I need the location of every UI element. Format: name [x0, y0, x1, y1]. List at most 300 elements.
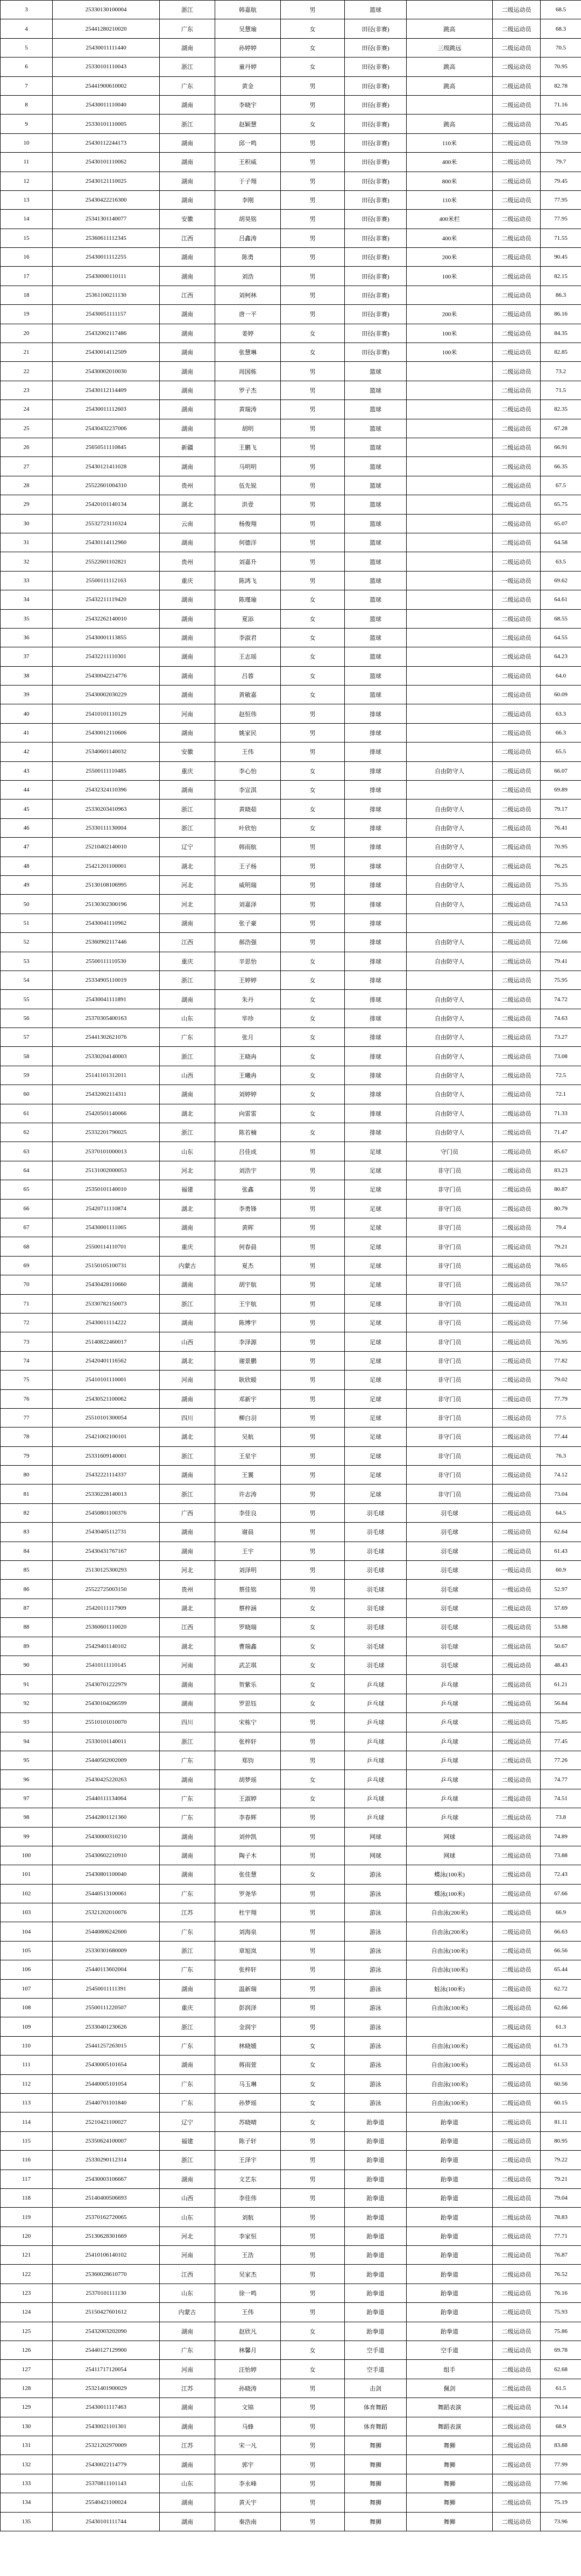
row-number-cell: 70 [1, 1275, 53, 1294]
exam-id-cell: 25370101111130 [53, 2284, 160, 2302]
score-cell: 61.43 [541, 1542, 581, 1560]
sport-cell: 乒乓球 [345, 1675, 407, 1694]
row-number-cell: 81 [1, 1485, 53, 1503]
exam-id-cell: 25440701101840 [53, 2093, 160, 2112]
sport-cell: 田径(非赛) [345, 190, 407, 209]
sport-cell: 跆拳道 [345, 2284, 407, 2302]
exam-id-cell: 25510101300054 [53, 1408, 160, 1427]
exam-id-cell: 25420111117909 [53, 1599, 160, 1617]
student-name-cell: 林晓媛 [215, 2036, 281, 2055]
exam-id-cell: 25330130100004 [53, 1, 160, 19]
score-cell: 82.35 [541, 400, 581, 419]
score-cell: 79.02 [541, 1371, 581, 1389]
event-cell: 100米 [407, 267, 493, 286]
table-row [1, 1618, 581, 1637]
exam-id-cell: 25440513100061 [53, 1884, 160, 1903]
event-cell: 自由防守人 [407, 818, 493, 837]
province-cell: 贵州 [160, 1580, 215, 1599]
score-cell: 69.62 [541, 571, 581, 590]
event-cell: 乒乓球 [407, 1694, 493, 1712]
athlete-level-cell: 二级运动员 [493, 2455, 541, 2474]
athlete-level-cell: 二级运动员 [493, 1865, 541, 1884]
student-name-cell: 黄金 [215, 76, 281, 95]
gender-cell: 女 [281, 1047, 345, 1066]
score-cell: 76.41 [541, 818, 581, 837]
province-cell: 辽宁 [160, 838, 215, 857]
score-cell: 80.95 [541, 2131, 581, 2150]
gender-cell: 女 [281, 971, 345, 989]
student-name-cell: 胡宇航 [215, 1275, 281, 1294]
row-number-cell: 115 [1, 2131, 53, 2150]
table-row [1, 38, 581, 57]
exam-id-cell: 25440005101054 [53, 2074, 160, 2093]
gender-cell: 女 [281, 2036, 345, 2055]
sport-cell: 游泳 [345, 1922, 407, 1941]
athlete-level-cell: 二级运动员 [493, 58, 541, 76]
table-row [1, 1466, 581, 1485]
province-cell: 广东 [160, 2341, 215, 2360]
table-row [1, 2455, 581, 2474]
event-cell [407, 495, 493, 514]
student-name-cell: 林馨月 [215, 2341, 281, 2360]
sport-cell: 篮球 [345, 476, 407, 495]
student-name-cell: 王伟 [215, 2303, 281, 2322]
province-cell: 湖南 [160, 1389, 215, 1408]
table-row [1, 305, 581, 324]
sport-cell: 篮球 [345, 419, 407, 438]
event-cell [407, 1, 493, 19]
exam-id-cell: 25432324110396 [53, 781, 160, 800]
province-cell: 湖南 [160, 1466, 215, 1485]
gender-cell: 女 [281, 952, 345, 971]
row-number-cell: 7 [1, 76, 53, 95]
row-number-cell: 127 [1, 2360, 53, 2379]
event-cell [407, 628, 493, 647]
student-name-cell: 罗子杰 [215, 381, 281, 399]
event-cell: 羽毛球 [407, 1523, 493, 1542]
table-row [1, 704, 581, 723]
athlete-level-cell: 二级运动员 [493, 210, 541, 229]
province-cell: 广东 [160, 76, 215, 95]
row-number-cell: 131 [1, 2436, 53, 2455]
score-cell: 75.85 [541, 1713, 581, 1732]
exam-id-cell: 25440113602004 [53, 1960, 160, 1979]
athlete-level-cell: 二级运动员 [493, 1808, 541, 1827]
event-cell: 羽毛球 [407, 1542, 493, 1560]
student-name-cell: 刘婷婷 [215, 1085, 281, 1104]
student-name-cell: 李心怡 [215, 761, 281, 780]
event-cell: 蛙泳(100米) [407, 1979, 493, 1998]
sport-cell: 游泳 [345, 2074, 407, 2093]
score-cell: 62.66 [541, 1999, 581, 2017]
event-cell: 网球 [407, 1846, 493, 1865]
gender-cell: 女 [281, 990, 345, 1009]
athlete-level-cell: 二级运动员 [493, 1789, 541, 1808]
student-name-cell: 苏晓晴 [215, 2113, 281, 2131]
athlete-level-cell: 二级运动员 [493, 1237, 541, 1256]
score-cell: 68.55 [541, 609, 581, 628]
exam-id-cell: 25420401116562 [53, 1351, 160, 1370]
score-cell: 60.09 [541, 686, 581, 704]
gender-cell: 男 [281, 1922, 345, 1941]
row-number-cell: 11 [1, 153, 53, 172]
athlete-level-cell: 二级运动员 [493, 95, 541, 114]
athlete-level-cell: 二级运动员 [493, 2093, 541, 2112]
athlete-level-cell: 二级运动员 [493, 2113, 541, 2131]
student-name-cell: 刘浩宇 [215, 1161, 281, 1180]
sport-cell: 乒乓球 [345, 1789, 407, 1808]
gender-cell: 男 [281, 400, 345, 419]
sport-cell: 篮球 [345, 590, 407, 609]
event-cell: 200米 [407, 248, 493, 267]
exam-id-cell: 25210421100027 [53, 2113, 160, 2131]
table-row [1, 1123, 581, 1142]
sport-cell: 游泳 [345, 1865, 407, 1884]
student-name-cell: 刘柯林 [215, 286, 281, 304]
student-name-cell: 刘嘉升 [215, 552, 281, 571]
exam-id-cell: 25430002010030 [53, 362, 160, 381]
province-cell: 湖南 [160, 2512, 215, 2531]
score-cell: 79.7 [541, 153, 581, 172]
row-number-cell: 60 [1, 1085, 53, 1104]
student-name-cell: 蒋雨萱 [215, 2056, 281, 2074]
event-cell: 自由防守人 [407, 857, 493, 875]
sport-cell: 排球 [345, 914, 407, 932]
athlete-level-cell: 二级运动员 [493, 1104, 541, 1123]
province-cell: 湖南 [160, 990, 215, 1009]
gender-cell: 女 [281, 115, 345, 133]
table-row [1, 1047, 581, 1066]
gender-cell: 女 [281, 2056, 345, 2074]
score-cell: 85.67 [541, 1142, 581, 1161]
sport-cell: 排球 [345, 723, 407, 742]
score-cell: 75.86 [541, 2322, 581, 2340]
student-name-cell: 李宣淇 [215, 781, 281, 800]
event-cell [407, 552, 493, 571]
athlete-level-cell: 二级运动员 [493, 286, 541, 304]
row-number-cell: 93 [1, 1713, 53, 1732]
gender-cell: 男 [281, 210, 345, 229]
athlete-level-cell: 二级运动员 [493, 1503, 541, 1522]
province-cell: 湖南 [160, 38, 215, 57]
gender-cell: 男 [281, 533, 345, 552]
exam-id-cell: 25430428110660 [53, 1275, 160, 1294]
score-cell: 72.5 [541, 1066, 581, 1084]
score-cell: 66.56 [541, 1941, 581, 1960]
athlete-level-cell: 二级运动员 [493, 2151, 541, 2170]
row-number-cell: 77 [1, 1408, 53, 1427]
row-number-cell: 53 [1, 952, 53, 971]
event-cell: 舞狮 [407, 2512, 493, 2531]
sport-cell: 足球 [345, 1332, 407, 1351]
exam-id-cell: 25432211119420 [53, 590, 160, 609]
table-row [1, 1485, 581, 1503]
student-name-cell: 李春辉 [215, 1808, 281, 1827]
student-name-cell: 叶欣怡 [215, 818, 281, 837]
gender-cell: 男 [281, 1466, 345, 1485]
student-name-cell: 武芷琪 [215, 1656, 281, 1674]
athlete-level-cell: 二级运动员 [493, 971, 541, 989]
athlete-level-cell: 二级运动员 [493, 305, 541, 324]
row-number-cell: 26 [1, 438, 53, 456]
athlete-level-cell: 二级运动员 [493, 2265, 541, 2284]
exam-id-cell: 25370811101143 [53, 2474, 160, 2493]
athlete-level-cell: 二级运动员 [493, 457, 541, 476]
student-name-cell: 陈瑾瑜 [215, 590, 281, 609]
exam-id-cell: 25441302621076 [53, 1028, 160, 1047]
province-cell: 福建 [160, 2131, 215, 2150]
sport-cell: 体育舞蹈 [345, 2398, 407, 2417]
event-cell: 非守门员 [407, 1294, 493, 1313]
province-cell: 广东 [160, 1751, 215, 1769]
sport-cell: 排球 [345, 838, 407, 857]
event-cell: 自由防守人 [407, 1028, 493, 1047]
student-name-cell: 孙晓涛 [215, 2379, 281, 2397]
gender-cell: 男 [281, 895, 345, 914]
exam-id-cell: 25430521100062 [53, 1389, 160, 1408]
exam-id-cell: 25330401230626 [53, 2017, 160, 2036]
student-name-cell: 邱一鸣 [215, 133, 281, 152]
sport-cell: 篮球 [345, 686, 407, 704]
exam-id-cell: 25370101000013 [53, 1142, 160, 1161]
province-cell: 贵州 [160, 552, 215, 571]
table-row [1, 1351, 581, 1370]
score-cell: 77.26 [541, 1751, 581, 1769]
event-cell: 自由泳(100米) [407, 2074, 493, 2093]
table-row [1, 1371, 581, 1389]
sport-cell: 跆拳道 [345, 2170, 407, 2188]
province-cell: 广东 [160, 2093, 215, 2112]
score-cell: 76.25 [541, 857, 581, 875]
score-cell: 79.21 [541, 2170, 581, 2188]
score-cell: 73.27 [541, 1028, 581, 1047]
table-row [1, 1218, 581, 1237]
student-name-cell: 罗尧华 [215, 1884, 281, 1903]
event-cell: 非守门员 [407, 1446, 493, 1465]
row-number-cell: 109 [1, 2017, 53, 2036]
sport-cell: 排球 [345, 781, 407, 800]
athlete-level-cell: 二级运动员 [493, 1694, 541, 1712]
table-row [1, 153, 581, 172]
student-name-cell: 黄晖 [215, 1218, 281, 1237]
student-name-cell: 李刚 [215, 190, 281, 209]
gender-cell: 男 [281, 1542, 345, 1560]
table-row [1, 2036, 581, 2055]
table-row [1, 933, 581, 952]
exam-id-cell: 25500111220507 [53, 1999, 160, 2017]
row-number-cell: 28 [1, 476, 53, 495]
row-number-cell: 45 [1, 800, 53, 818]
row-number-cell: 114 [1, 2113, 53, 2131]
sport-cell: 跆拳道 [345, 2322, 407, 2340]
student-name-cell: 李永峰 [215, 2474, 281, 2493]
gender-cell: 女 [281, 1009, 345, 1027]
student-name-cell: 陈鸿飞 [215, 571, 281, 590]
score-cell: 84.35 [541, 324, 581, 342]
row-number-cell: 102 [1, 1884, 53, 1903]
event-cell: 非守门员 [407, 1428, 493, 1446]
table-row [1, 1, 581, 19]
student-name-cell: 张佳慧 [215, 1865, 281, 1884]
event-cell: 跆拳道 [407, 2188, 493, 2207]
event-cell: 非守门员 [407, 1199, 493, 1218]
score-cell: 76.87 [541, 2246, 581, 2265]
table-row [1, 1028, 581, 1047]
sport-cell: 足球 [345, 1237, 407, 1256]
table-row [1, 1960, 581, 1979]
gender-cell: 男 [281, 1180, 345, 1199]
gender-cell: 男 [281, 2474, 345, 2493]
athlete-level-cell: 二级运动员 [493, 990, 541, 1009]
student-name-cell: 孙婷婷 [215, 38, 281, 57]
event-cell: 跳高 [407, 19, 493, 38]
score-cell: 78.65 [541, 1256, 581, 1275]
event-cell: 400米栏 [407, 210, 493, 229]
sport-cell: 游泳 [345, 2093, 407, 2112]
exam-id-cell: 25361100211130 [53, 286, 160, 304]
province-cell: 江西 [160, 286, 215, 304]
row-number-cell: 106 [1, 1960, 53, 1979]
province-cell: 浙江 [160, 800, 215, 818]
student-name-cell: 王宇航 [215, 1294, 281, 1313]
gender-cell: 女 [281, 1028, 345, 1047]
exam-id-cell: 25421002100101 [53, 1428, 160, 1446]
athlete-level-cell: 二级运动员 [493, 400, 541, 419]
exam-id-cell: 25420101140134 [53, 495, 160, 514]
score-cell: 69.89 [541, 781, 581, 800]
province-cell: 贵州 [160, 476, 215, 495]
exam-id-cell: 25410101110129 [53, 704, 160, 723]
exam-id-cell: 25440127129900 [53, 2341, 160, 2360]
row-number-cell: 48 [1, 857, 53, 875]
exam-id-cell: 25321401900029 [53, 2379, 160, 2397]
table-row [1, 895, 581, 914]
sport-cell: 足球 [345, 1408, 407, 1427]
student-name-cell: 罗晓瑞 [215, 1618, 281, 1637]
exam-id-cell: 25441900610002 [53, 76, 160, 95]
province-cell: 浙江 [160, 971, 215, 989]
student-name-cell: 朱丹 [215, 990, 281, 1009]
athlete-level-cell: 二级运动员 [493, 1846, 541, 1865]
table-row [1, 1180, 581, 1199]
table-row [1, 2208, 581, 2227]
exam-id-cell: 25522601004310 [53, 476, 160, 495]
exam-id-cell: 25131002000053 [53, 1161, 160, 1180]
sport-cell: 体育舞蹈 [345, 2417, 407, 2436]
table-row [1, 1656, 581, 1674]
exam-id-cell: 25430801100040 [53, 1865, 160, 1884]
exam-id-cell: 25370162720065 [53, 2208, 160, 2227]
score-cell: 79.04 [541, 2188, 581, 2207]
event-cell [407, 476, 493, 495]
province-cell: 福建 [160, 1180, 215, 1199]
athlete-level-cell: 二级运动员 [493, 2074, 541, 2093]
table-row [1, 1389, 581, 1408]
exam-id-cell: 25340601140032 [53, 743, 160, 761]
row-number-cell: 34 [1, 590, 53, 609]
exam-id-cell: 25430101111744 [53, 2512, 160, 2531]
exam-id-cell: 25430422216300 [53, 190, 160, 209]
row-number-cell: 55 [1, 990, 53, 1009]
table-row [1, 2131, 581, 2150]
score-cell: 62.68 [541, 2360, 581, 2379]
province-cell: 广东 [160, 2036, 215, 2055]
sport-cell: 篮球 [345, 381, 407, 399]
gender-cell: 女 [281, 590, 345, 609]
sport-cell: 排球 [345, 857, 407, 875]
exam-id-cell: 25510101010070 [53, 1713, 160, 1732]
event-cell [407, 438, 493, 456]
event-cell [407, 781, 493, 800]
score-cell: 73.08 [541, 1047, 581, 1066]
gender-cell: 男 [281, 838, 345, 857]
exam-id-cell: 25500111110485 [53, 761, 160, 780]
row-number-cell: 112 [1, 2074, 53, 2093]
event-cell [407, 914, 493, 932]
student-name-cell: 曹瑞鑫 [215, 1637, 281, 1656]
event-cell: 非守门员 [407, 1485, 493, 1503]
table-row [1, 2170, 581, 2188]
athlete-level-cell: 二级运动员 [493, 190, 541, 209]
score-cell: 72.43 [541, 1865, 581, 1884]
sport-cell: 排球 [345, 1066, 407, 1084]
row-number-cell: 71 [1, 1294, 53, 1313]
gender-cell: 男 [281, 381, 345, 399]
sport-cell: 足球 [345, 1161, 407, 1180]
student-name-cell: 蔡梓涵 [215, 1599, 281, 1617]
event-cell: 自由防守人 [407, 761, 493, 780]
student-name-cell: 于子翔 [215, 172, 281, 190]
event-cell: 400米 [407, 153, 493, 172]
table-row [1, 1637, 581, 1656]
table-row [1, 1066, 581, 1084]
sport-cell: 篮球 [345, 400, 407, 419]
province-cell: 江苏 [160, 1903, 215, 1922]
exam-id-cell: 25430431767167 [53, 1542, 160, 1560]
student-name-cell: 姚家民 [215, 723, 281, 742]
event-cell [407, 533, 493, 552]
row-number-cell: 99 [1, 1827, 53, 1846]
gender-cell: 男 [281, 2208, 345, 2227]
student-name-cell: 黄瑞涛 [215, 400, 281, 419]
province-cell: 湖南 [160, 95, 215, 114]
table-row [1, 609, 581, 628]
student-name-cell: 张子豪 [215, 914, 281, 932]
athlete-level-cell: 二级运动员 [493, 1884, 541, 1903]
exam-id-cell: 25330782150073 [53, 1294, 160, 1313]
province-cell: 广东 [160, 1884, 215, 1903]
table-row [1, 1599, 581, 1617]
student-name-cell: 夏添 [215, 609, 281, 628]
sport-cell: 跆拳道 [345, 2227, 407, 2245]
province-cell: 重庆 [160, 1999, 215, 2017]
gender-cell: 男 [281, 552, 345, 571]
row-number-cell: 68 [1, 1237, 53, 1256]
student-name-cell: 黄天宇 [215, 2493, 281, 2512]
gender-cell: 女 [281, 1618, 345, 1637]
exam-id-cell: 25330301680009 [53, 1941, 160, 1960]
gender-cell: 男 [281, 362, 345, 381]
gender-cell: 男 [281, 743, 345, 761]
row-number-cell: 111 [1, 2056, 53, 2074]
student-name-cell: 王鹏飞 [215, 438, 281, 456]
gender-cell: 男 [281, 2398, 345, 2417]
event-cell: 自由防守人 [407, 1009, 493, 1027]
exam-id-cell: 25130108106995 [53, 875, 160, 894]
event-cell: 舞狮 [407, 2455, 493, 2474]
score-cell: 66.3 [541, 723, 581, 742]
athlete-level-cell: 二级运动员 [493, 723, 541, 742]
